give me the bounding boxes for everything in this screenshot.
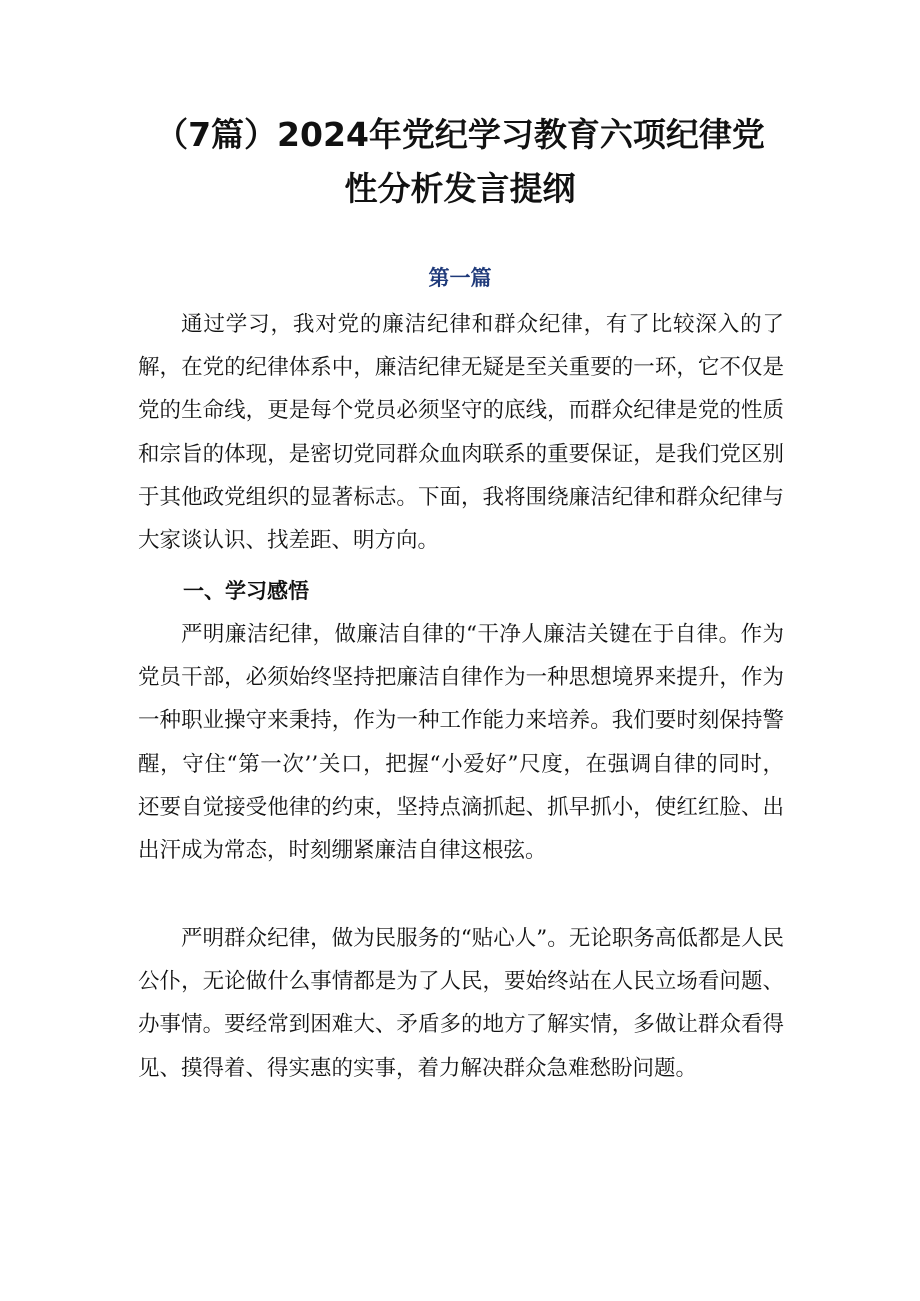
document-title-line-2: 性分析发言提纲 — [344, 169, 576, 208]
document-title-line-1: （7篇）2024年党纪学习教育六项纪律党 — [155, 115, 765, 154]
heading-study-insights: 一、学习感悟 — [183, 579, 309, 603]
paragraph-integrity-discipline: 严明廉洁纪律，做廉洁自律的“干净人廉洁关键在于自律。作为党员干部，必须始终坚持把廉洁自律作为一种思想境界来提升，作为一种职业操守来秉持，作为一种工作能力来培养。我们要时刻保持警醒，守住“第一次’’关口，把握“小爱好”尺度，在强调自律的同时，还要自觉接受他律的约束，坚持点滴抓起、抓早抓小，使红红脸、出出汗成为常态，时刻绷紧廉洁自律这根弦。 — [138, 622, 784, 864]
paragraph-mass-discipline: 严明群众纪律，做为民服务的“贴心人”。无论职务高低都是人民公仆，无论做什么事情都是为了人民，要始终站在人民立场看问题、办事情。要经常到困难大、矛盾多的地方了解实情，多做让群众看得见、摸得着、得实惠的实事，着力解决群众急难愁盼问题。 — [138, 926, 784, 1081]
document-title — [140, 108, 780, 216]
section-title: 第一篇 — [428, 266, 492, 290]
paragraph-intro: 通过学习，我对党的廉洁纪律和群众纪律，有了比较深入的了解，在党的纪律体系中，廉洁纪律无疑是至关重要的一环，它不仅是党的生命线，更是每个党员必须坚守的底线，而群众纪律是党的性质和宗旨的体现，是密切党同群众血肉联系的重要保证，是我们党区别于其他政党组织的显著标志。下面，我将围绕廉洁纪律和群众纪律与大家谈认识、找差距、明方向。 — [138, 312, 784, 554]
